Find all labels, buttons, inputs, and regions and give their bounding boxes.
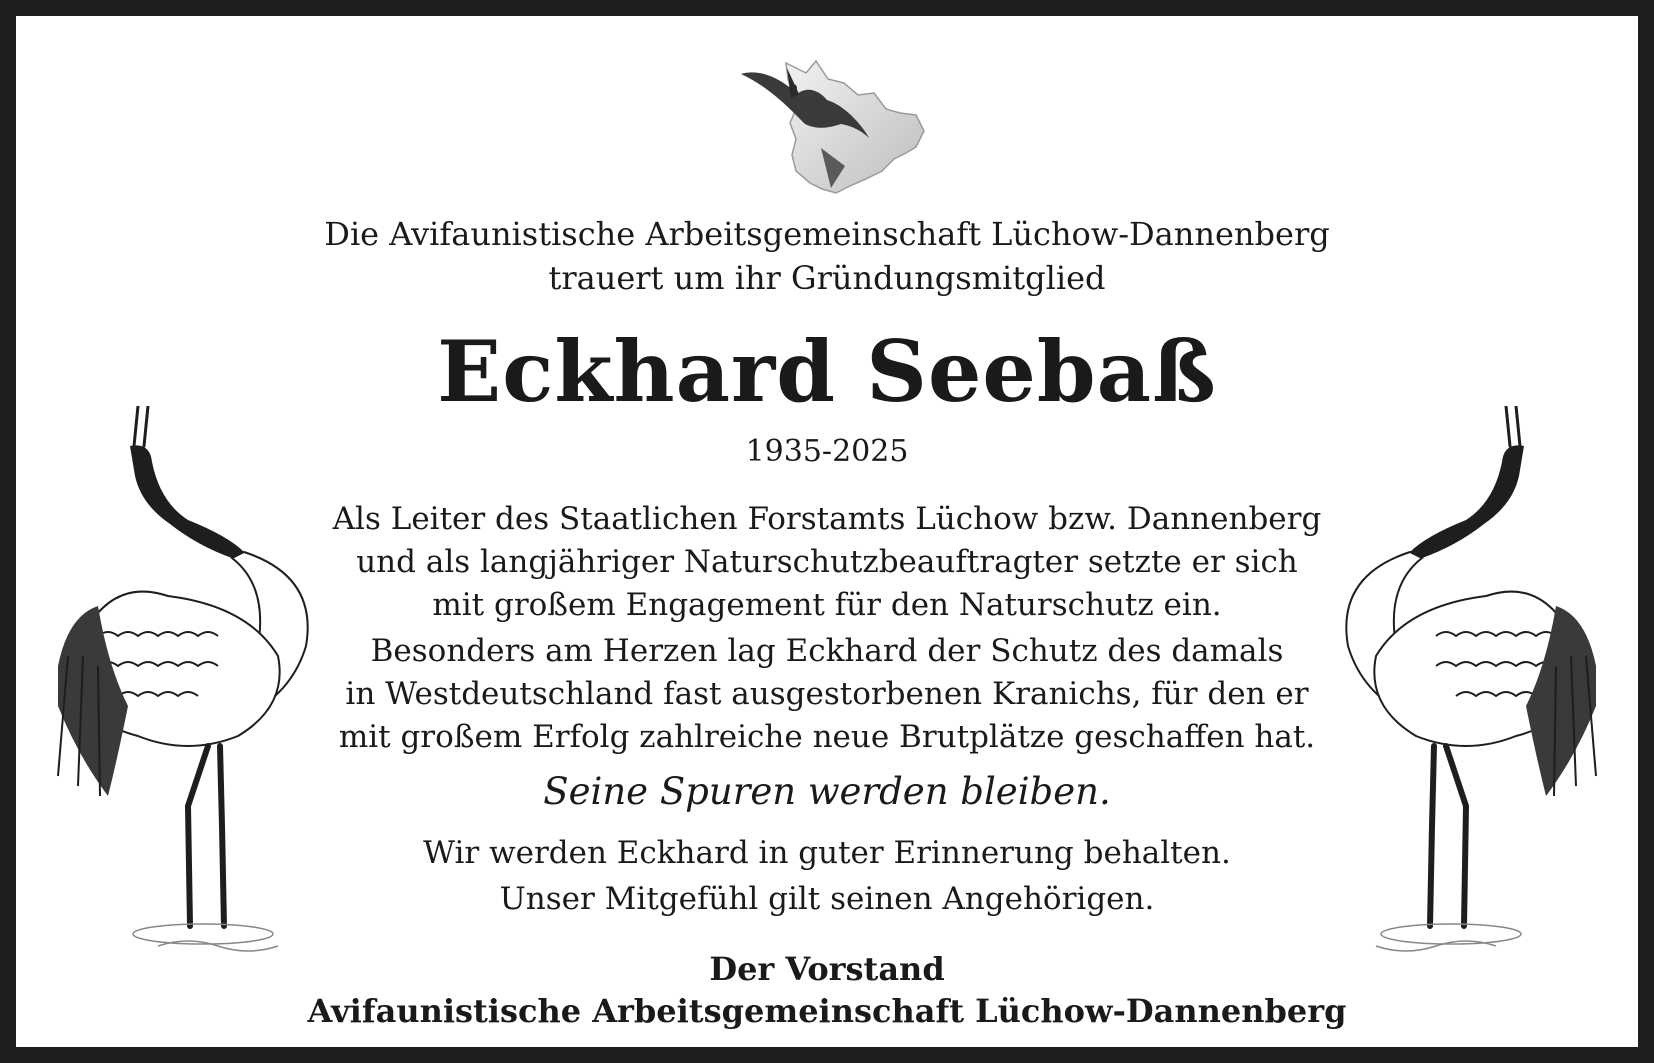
paragraph-line: Als Leiter des Staatlichen Forstamts Lüchow bzw. Dannenberg [332,501,1322,537]
motto: Seine Spuren werden bleiben. [543,770,1111,813]
intro-line-1: Die Avifaunistische Arbeitsgemeinschaft Lüchow-Dannenberg [324,215,1330,253]
remembrance-line-1: Wir werden Eckhard in guter Erinnerung behalten. [423,835,1231,871]
signature [16,948,1638,1032]
paragraph-line: Besonders am Herzen lag Eckhard der Schutz des damals [370,633,1284,669]
remembrance-text [16,830,1638,922]
paragraph-line: mit großem Engagement für den Naturschutz ein. [432,587,1222,623]
life-years: 1935-2025 [745,434,909,469]
intro-line-2: trauert um ihr Gründungsmitglied [548,259,1106,297]
remembrance-line-2: Unser Mitgefühl gilt seinen Angehörigen. [499,881,1155,917]
paragraph-line: in Westdeutschland fast ausgestorbenen Kranichs, für den er [345,676,1309,712]
paragraph-line: mit großem Erfolg zahlreiche neue Brutplätze geschaffen hat. [338,719,1316,755]
deceased-name: Eckhard Seebaß [437,322,1217,421]
intro-text [16,212,1638,300]
biography-paragraph-1 [16,498,1638,627]
signature-line-2: Avifaunistische Arbeitsgemeinschaft Lüchow-Dannenberg [307,992,1347,1030]
red-kite-logo-icon [741,38,961,213]
biography-paragraph-2 [16,630,1638,759]
signature-line-1: Der Vorstand [709,950,945,988]
paragraph-line: und als langjähriger Naturschutzbeauftragter setzte er sich [356,544,1298,580]
